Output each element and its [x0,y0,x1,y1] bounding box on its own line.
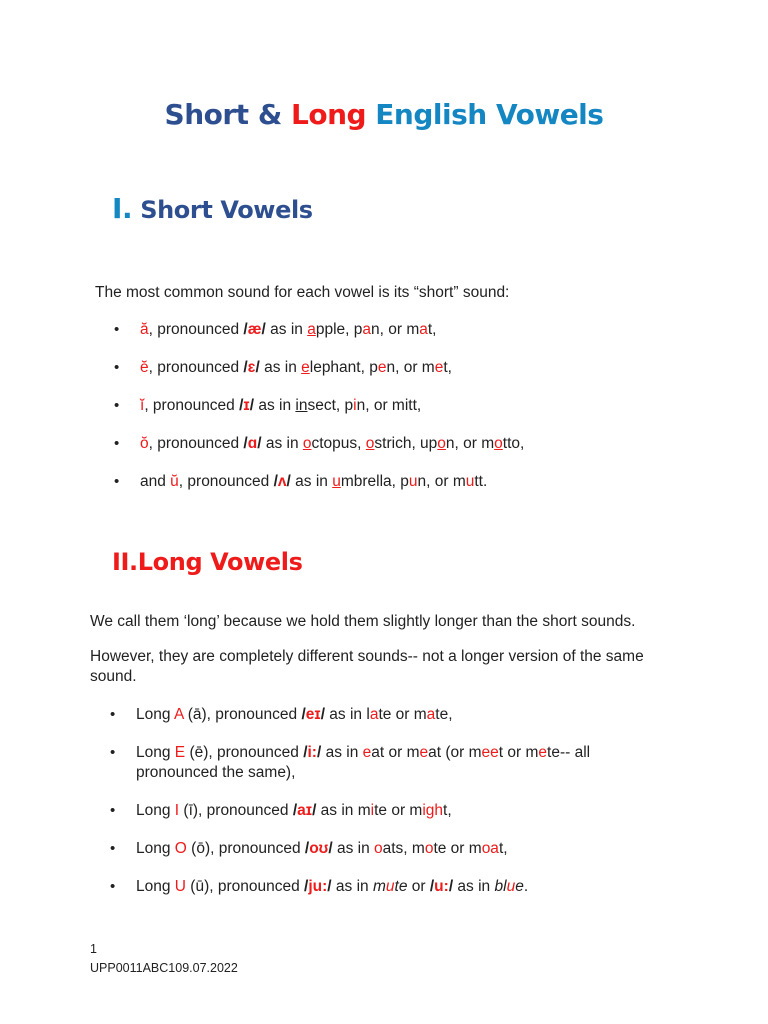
ipa-symbol: /eɪ/ [301,706,325,723]
vowel-letter: ŭ [170,473,179,490]
bullet: • [110,840,116,857]
short-vowel-list [114,320,700,510]
list-item: • and ŭ, pronounced /ʌ/ as in umbrella, pun, or mutt. [114,473,488,490]
ipa-symbol: /æ/ [243,321,266,338]
vowel-letter: ĭ [140,397,145,414]
title-long: Long [290,98,367,131]
list-item: • ĭ, pronounced /ɪ/ as in insect, pin, or mitt, [114,397,422,414]
section1-intro: The most common sound for each vowel is its “short” sound: [95,284,510,301]
list-item: • Long U (ū), pronounced /ju:/ as in mute or /u:/ as in blue. [110,878,529,895]
document-code: UPP0011ABC109.07.2022 [90,961,238,975]
title-short: Short [164,98,249,131]
section2-number: II. [112,548,138,576]
title-vowels: Vowels [495,98,604,131]
ipa-symbol: /ɪ/ [239,397,255,414]
title-ampersand: & [257,98,282,131]
ipa-symbol: /ɑ/ [243,435,262,452]
bullet: • [114,435,120,452]
ipa-symbol: /oʊ/ [304,840,333,857]
section2-para1: We call them ‘long’ because we hold them slightly longer than the short sounds. [90,613,636,630]
list-item: • ŏ, pronounced /ɑ/ as in octopus, ostrich, upon, or motto, [114,435,525,452]
bullet: • [110,802,116,819]
list-item: • ĕ, pronounced /ɛ/ as in elephant, pen, or met, [114,359,452,376]
list-item: • Long O (ō), pronounced /oʊ/ as in oats, mote or moat, [110,840,508,857]
vowel-letter: ă [140,321,149,338]
page-title [0,98,768,131]
ipa-symbol: /ɛ/ [243,359,260,376]
section2-para2: However, they are completely different sounds-- not a longer version of the same sound. [90,648,644,685]
page-number: 1 [90,942,97,956]
bullet: • [114,321,120,338]
bullet: • [110,878,116,895]
bullet: • [110,744,116,761]
title-english: English [375,98,487,131]
vowel-letter: O [174,840,187,857]
vowel-letter: I [174,802,180,819]
bullet: • [110,706,116,723]
vowel-letter: E [174,744,186,761]
bullet: • [114,473,120,490]
vowel-letter: A [173,706,184,723]
list-item: • Long I (ī), pronounced /aɪ/ as in mite or might, [110,802,452,819]
list-item: • ă, pronounced /æ/ as in apple, pan, or mat, [114,321,437,338]
ipa-symbol: /aɪ/ [292,802,317,819]
long-vowel-list [110,705,656,915]
ipa-symbol: /i:/ [303,744,322,761]
section2-heading [112,548,303,576]
vowel-letter: ŏ [140,435,149,452]
list-item: • Long E (ē), pronounced /i:/ as in eat or meat (or meet or mete-- all pronounced the same), [110,744,591,781]
section1-title: Short Vowels [140,196,313,224]
vowel-letter: ĕ [140,359,149,376]
section1-heading [112,192,313,225]
bullet: • [114,397,120,414]
ipa-symbol: /u:/ [429,878,454,895]
ipa-symbol: /ʌ/ [273,473,291,490]
bullet: • [114,359,120,376]
ipa-symbol: /ju:/ [304,878,332,895]
list-item: • Long A (ā), pronounced /eɪ/ as in late or mate, [110,706,453,723]
vowel-letter: U [174,878,186,895]
section2-title: Long Vowels [137,548,303,576]
section1-number: I. [112,192,133,225]
